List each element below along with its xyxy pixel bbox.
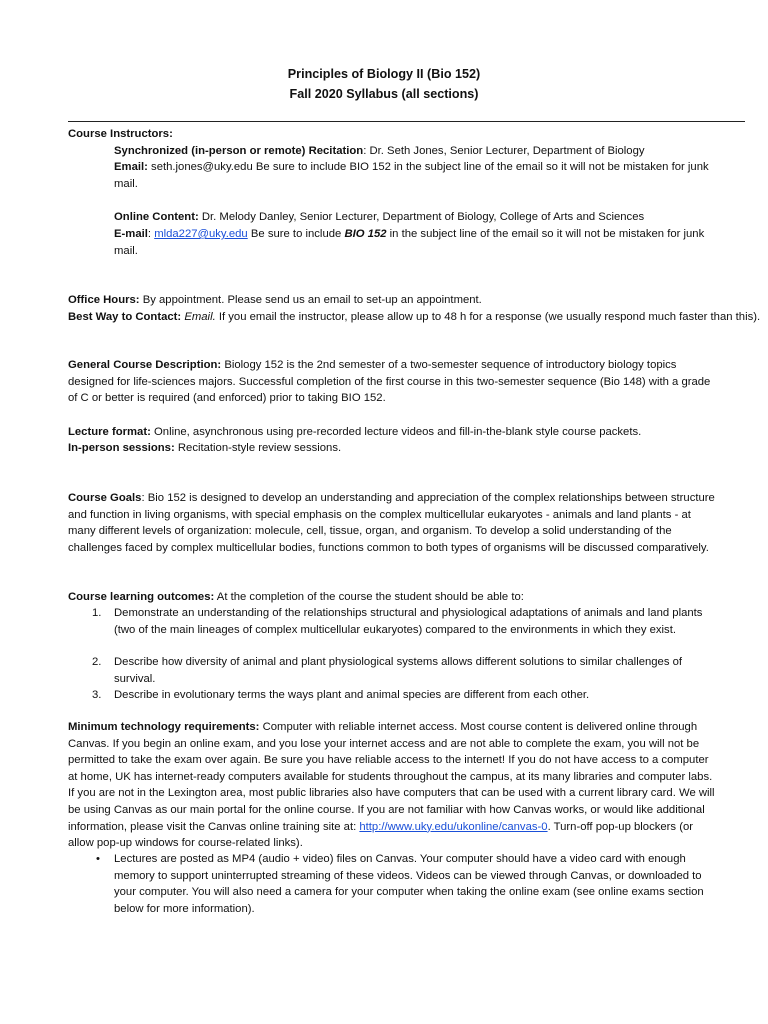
online-email: E-mail: mlda227@uky.edu Be sure to include BIO 152 in the subject line of the email so it will not be mistaken for junk mail. — [114, 228, 705, 257]
recitation-email: Email: seth.jones@uky.edu Be sure to include BIO 152 in the subject line of the email so it will not be mistaken for junk mail. — [114, 161, 709, 190]
document-title: Principles of Biology II (Bio 152) — [287, 67, 481, 81]
online-email-link[interactable]: mlda227@uky.edu — [154, 228, 248, 240]
outcome-item: 1. Demonstrate an understanding of the relationships structural and physiological adaptations of animals and land plants (two of the main lineages of complex multicellular eukaryotes) compared to the environments in which they exist. — [92, 607, 703, 636]
online-instructor: Online Content: Dr. Melody Danley, Senior Lecturer, Department of Biology, College of Arts and Sciences — [114, 211, 645, 223]
learning-outcomes-intro: Course learning outcomes: At the completion of the course the student should be able to: — [68, 591, 524, 603]
outcome-item: 2. Describe how diversity of animal and plant physiological systems allows different solutions to similar challenges of survival. — [92, 656, 683, 685]
instructors-heading: Course Instructors: — [68, 128, 173, 140]
best-contact: Best Way to Contact: Email. If you email the instructor, please allow up to 48 h for a response (we usually respond much faster than this). — [68, 311, 761, 323]
document-subtitle: Fall 2020 Syllabus (all sections) — [289, 87, 479, 101]
outcome-item: 3. Describe in evolutionary terms the ways plant and animal species are different from each other. — [92, 689, 590, 701]
tech-bullet-item: • Lectures are posted as MP4 (audio + video) files on Canvas. Your computer should have a video card with enough memory to support uninterrupted streaming of these videos. Videos can be viewed through Canvas, or downloaded to your computer. You will also need a camera for your computer when taking the online exam (see online exams section below for more information). — [96, 853, 704, 915]
lecture-format: Lecture format: Online, asynchronous using pre-recorded lecture videos and fill-in-the-blank style course packets. — [68, 426, 642, 438]
course-goals: Course Goals: Bio 152 is designed to develop an understanding and appreciation of the complex relationships between structure and function in living organisms, with special emphasis on the complex multicellular eukaryotes - animals and land plants - at many different levels of organization: molecule, cell, tissue, organ, and organism. To develop a solid understanding of the challenges faced by complex multicellular bodies, functions common to both types of organisms will be discussed comparatively. — [68, 492, 715, 554]
office-hours: Office Hours: By appointment. Please send us an email to set-up an appointment. — [68, 294, 482, 306]
header-divider — [68, 121, 745, 122]
tech-requirements: Minimum technology requirements: Computer with reliable internet access. Most course content is delivered online through Canvas. If you begin an online exam, and you lose your internet access and are not able to complete the exam, you will not be permitted to take the exam over again. Be sure you have reliable access to the internet! If you do not have access to a computer at home, UK has internet-ready computers available for students throughout the campus, at its many libraries and computer labs. If you are not in the Lexington area, most public libraries also have computers that can be used with a current library card. We will be using Canvas as our main portal for the online course. If you are not familiar with how Canvas works, or would like additional information, please visit the Canvas online training site at: http://www.uky.edu/ukonline/canvas-0. Turn-off pop-up blockers (or allow pop-up windows for course-related links). — [68, 721, 715, 850]
recitation-instructor: Synchronized (in-person or remote) Recitation: Dr. Seth Jones, Senior Lecturer, Department of Biology — [114, 145, 645, 157]
in-person-sessions: In-person sessions: Recitation-style review sessions. — [68, 442, 342, 454]
canvas-training-link[interactable]: http://www.uky.edu/ukonline/canvas-0 — [359, 820, 548, 833]
course-description: General Course Description: Biology 152 is the 2nd semester of a two-semester sequence of introductory biology topics designed for life-sciences majors. Successful completion of the first course in this two-semester sequence (Bio 148) with a grade of C or better is required (and enforced) prior to taking BIO 152. — [68, 359, 711, 405]
